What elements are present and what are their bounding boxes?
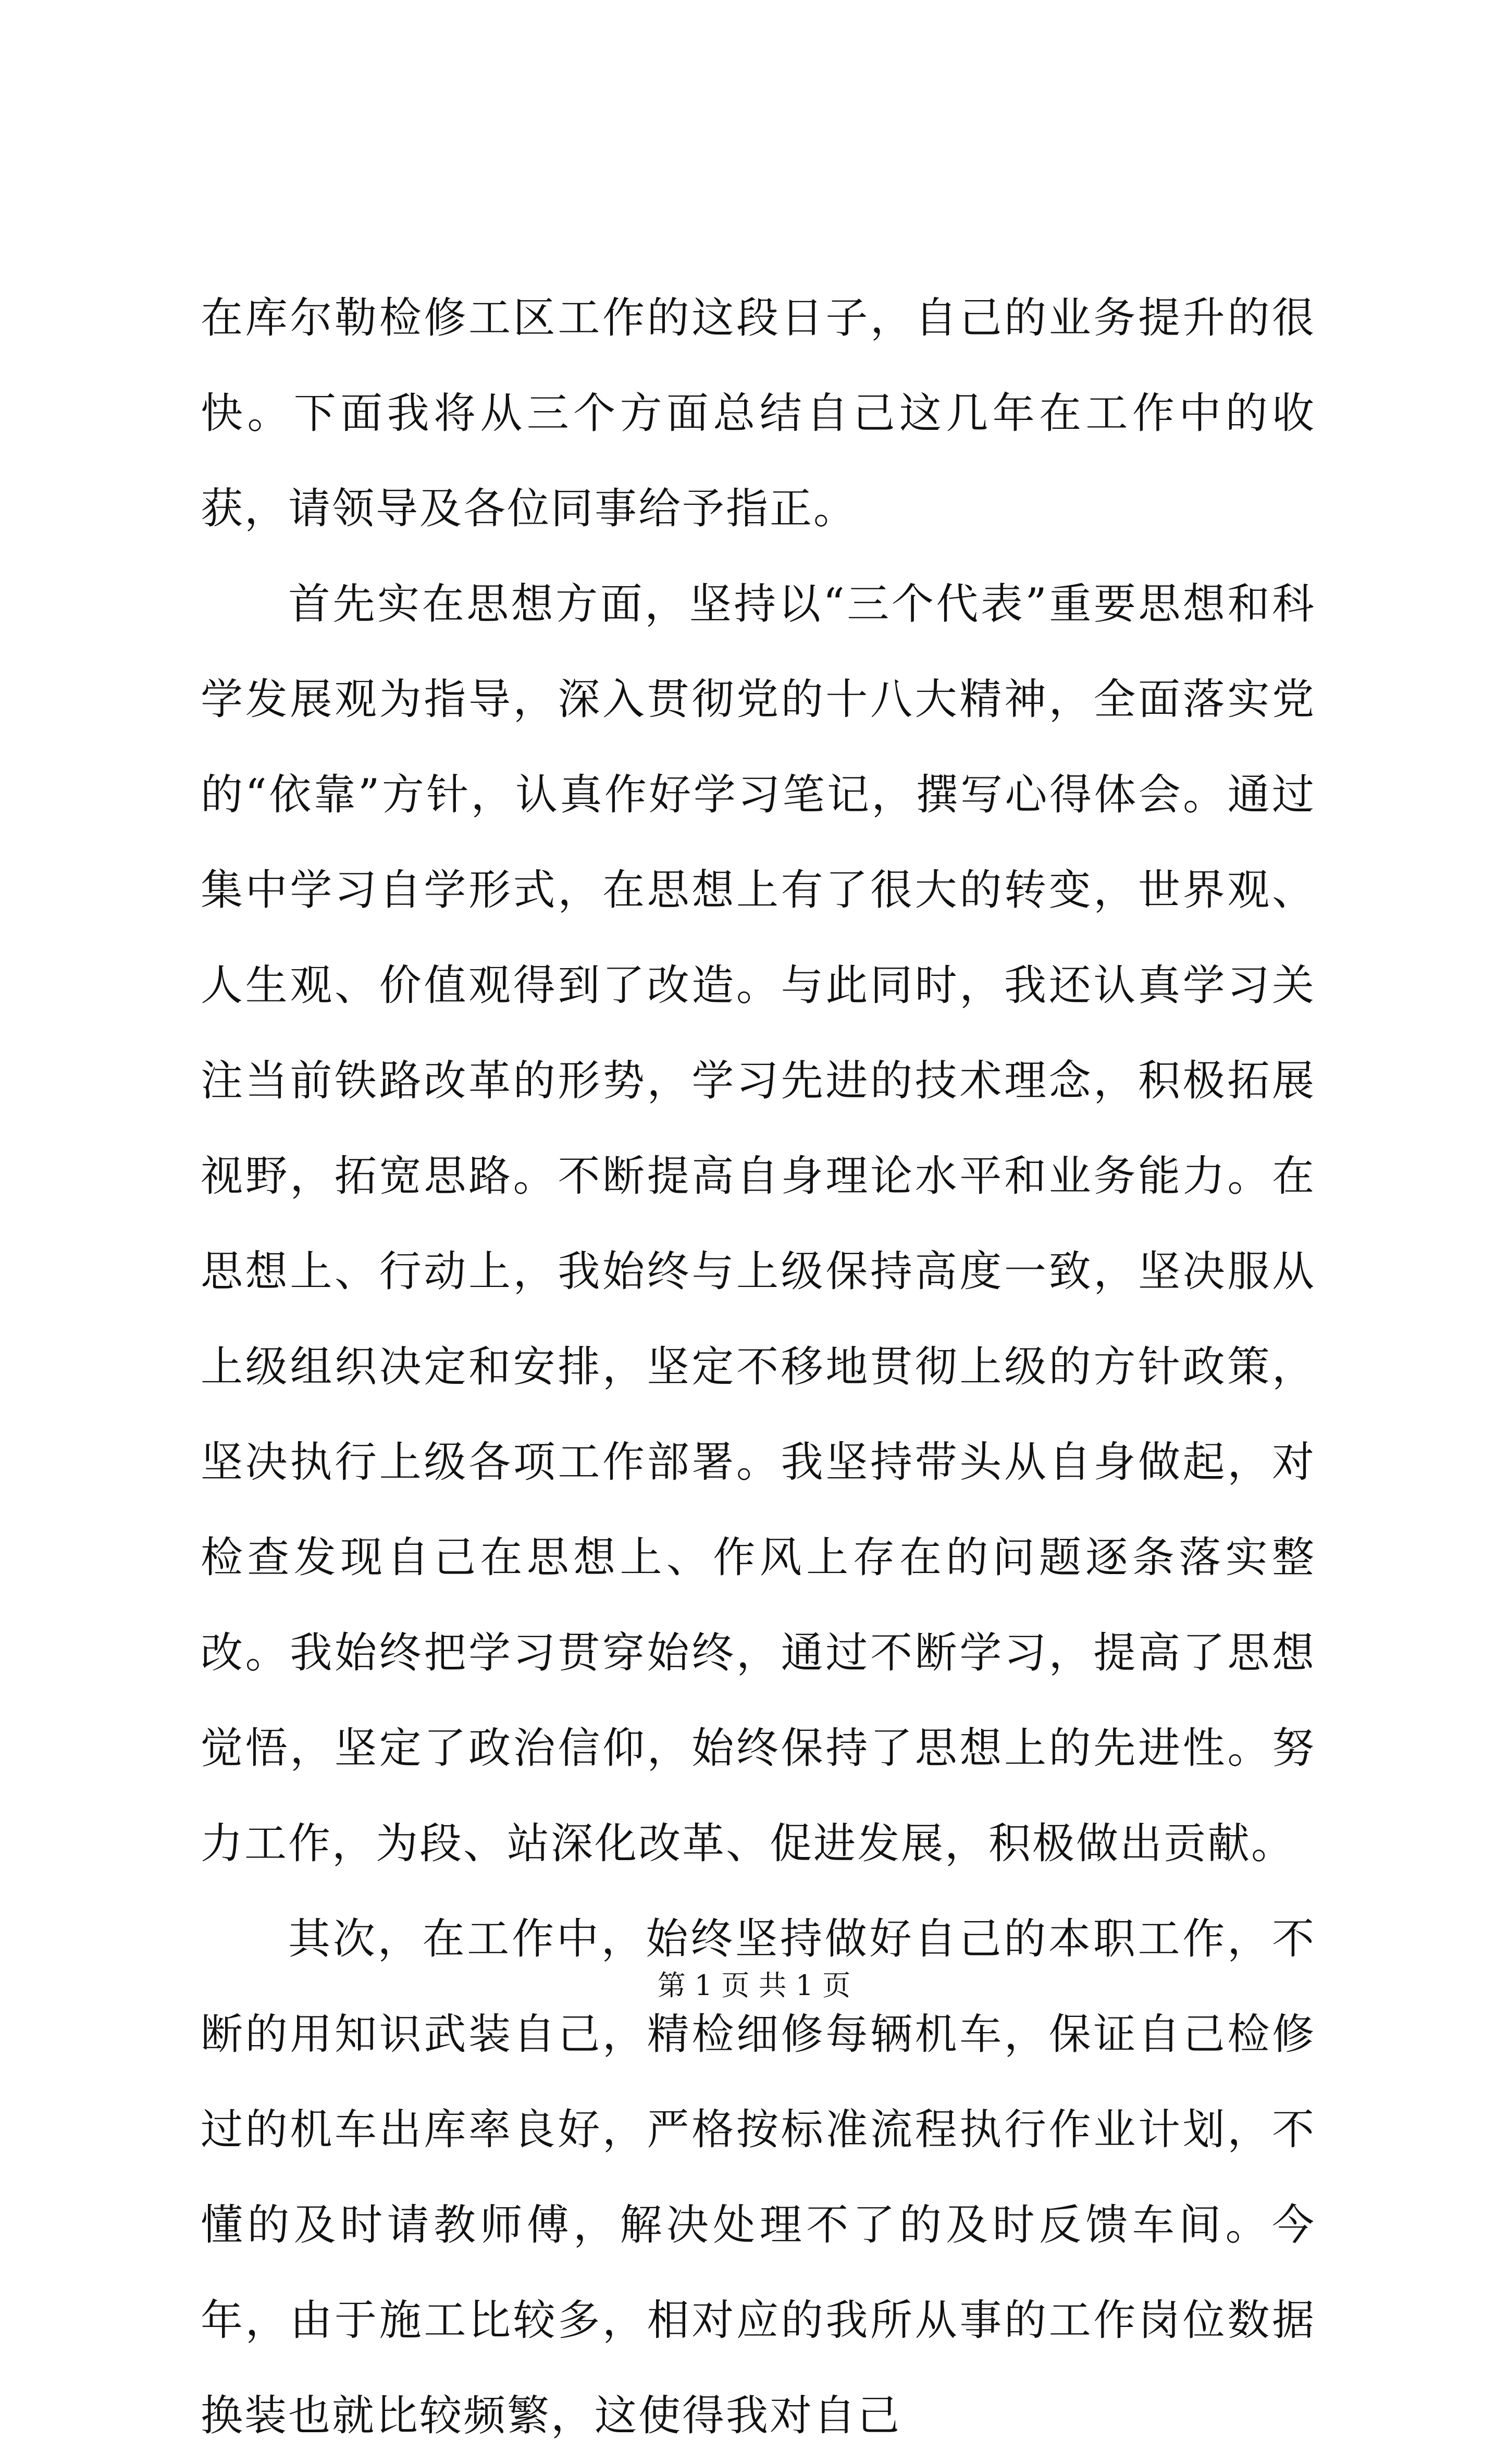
document-body	[201, 271, 1316, 2464]
paragraph-1: 在库尔勒检修工区工作的这段日子，自己的业务提升的很快。下面我将从三个方面总结自己这几年在工作中的收获，请领导及各位同事给予指正。	[201, 294, 1316, 534]
page-footer: 第 1 页 共 1 页	[657, 1969, 851, 2002]
paragraph-2: 首先实在思想方面，坚持以“三个代表”重要思想和科学发展观为指导，深入贯彻党的十八大精神，全面落实党的“依靠”方针，认真作好学习笔记，撰写心得体会。通过集中学习自学形式，在思想上有了很大的转变，世界观、人生观、价值观得到了改造。与此同时，我还认真学习关注当前铁路改革的形势，学习先进的技术理念，积极拓展视野，拓宽思路。不断提高自身理论水平和业务能力。在思想上、行动上，我始终与上级保持高度一致，坚决服从上级组织决定和安排，坚定不移地贯彻上级的方针政策，坚决执行上级各项工作部署。我坚持带头从自身做起，对检查发现自己在思想上、作风上存在的问题逐条落实整改。我始终把学习贯穿始终，通过不断学习，提高了思想觉悟，坚定了政治信仰，始终保持了思想上的先进性。努力工作，为段、站深化改革、促进发展，积极做出贡献。	[201, 580, 1316, 1868]
paragraph-3: 其次，在工作中，始终坚持做好自己的本职工作，不断的用知识武装自己，精检细修每辆机车，保证自己检修过的机车出库率良好，严格按标准流程执行作业计划，不懂的及时请教师傅，解决处理不了的及时反馈车间。今年，由于施工比较多，相对应的我所从事的工作岗位数据换装也就比较频繁，这使得我对自己	[201, 1915, 1316, 2441]
